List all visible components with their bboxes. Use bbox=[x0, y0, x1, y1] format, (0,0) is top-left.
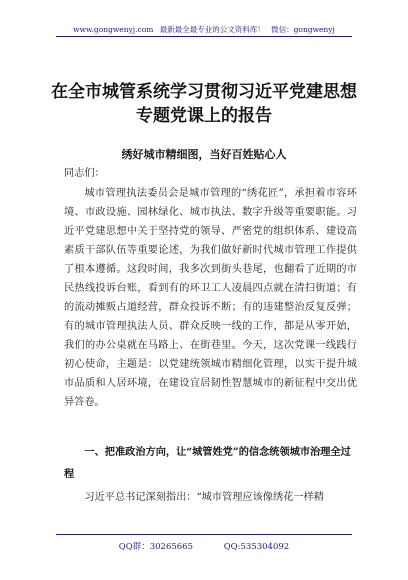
footer-qq-group: QQ群：30265665 bbox=[118, 542, 193, 552]
paragraph-2: 习近平总书记深刻指出：“城市管理应该像绣花一样精 bbox=[84, 492, 324, 503]
page-header bbox=[0, 24, 408, 35]
header-tagline: 最新最全最专业的公文资料库！ bbox=[159, 25, 265, 34]
footer-qq: QQ:535304092 bbox=[223, 542, 290, 552]
paragraph-1: 城市管理执法委员会是城市管理的“绣花匠”，承担着市容环境、市政设施、园林绿化、城市执法、数字升级等重要职能。习近平党建思想中关于坚持党的领导、严密党的组织体系、建设高素质干部队伍等重要论述，为我们做好新时代城市管理工作提供了根本遵循。这段时间，我多次到街头巷尾，也翻看了近期的市民热线投诉台账，看到有的环卫工人凌晨四点就在清扫街道；有的流动摊贩占道经营，群众投诉不断；有的违建整治反复反弹；有的城市管理执法人员、群众反映一线的工作，都是从零开始，我们的办公桌就在马路上、在街巷里。今天，这次党课一线践行初心使命，主题是：以党建统领城市精细化管理，以实干提升城市品质和人居环境，在建设宜居韧性智慧城市的新征程中交出优异答卷。 bbox=[64, 188, 357, 408]
title-line-2: 专题党课上的报告 bbox=[136, 106, 272, 126]
header-divider bbox=[56, 36, 352, 37]
header-wechat: 微信：gongwenyj bbox=[271, 25, 335, 34]
section-heading-1: 一、把准政治方向，让“城管姓党”的信念统领城市治理全过程 bbox=[64, 446, 351, 480]
page-footer bbox=[0, 540, 408, 552]
salutation: 同志们： bbox=[64, 168, 105, 179]
document-title bbox=[0, 80, 408, 128]
title-line-1: 在全市城管系统学习贯彻习近平党建思想 bbox=[51, 82, 357, 102]
footer-divider bbox=[56, 534, 352, 535]
header-site-link[interactable]: www.gongwenyj.com bbox=[73, 25, 154, 34]
document-subtitle: 绣好城市精细图，当好百姓贴心人 bbox=[121, 148, 287, 161]
